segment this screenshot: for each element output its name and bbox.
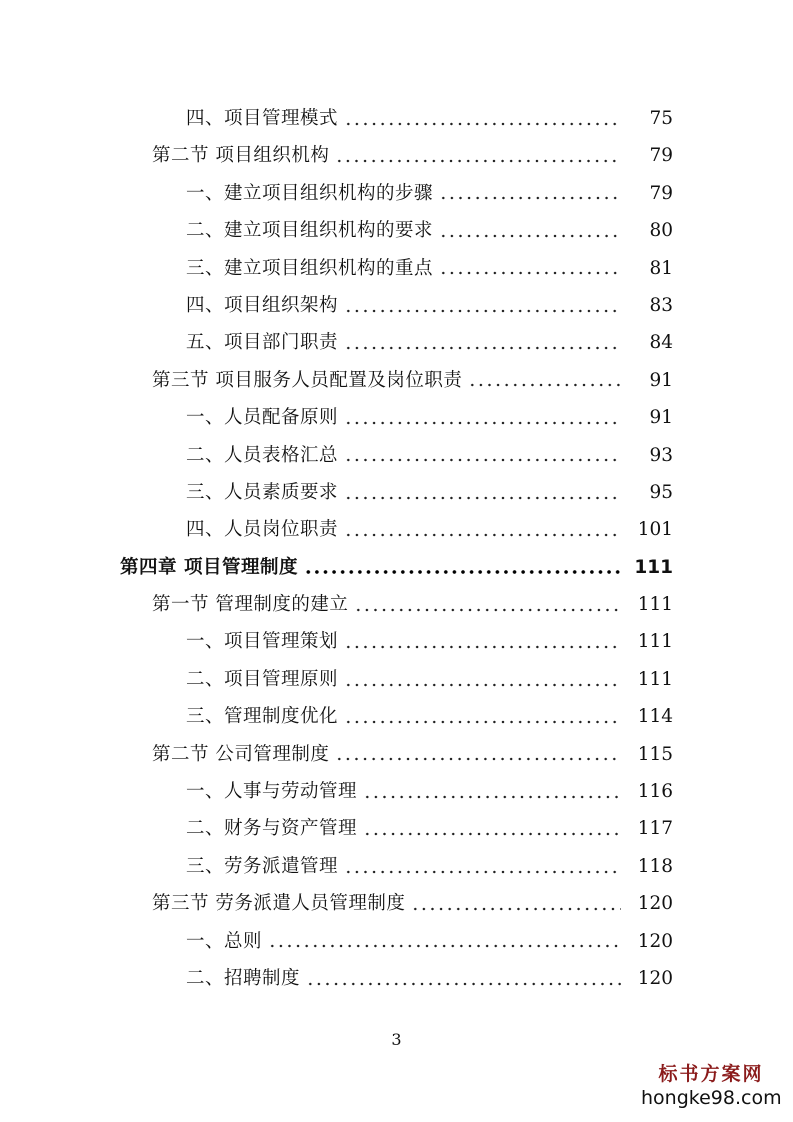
toc-item-entry[interactable] bbox=[0, 175, 793, 212]
watermark-logo bbox=[641, 1062, 781, 1110]
toc-entry-page: 117 bbox=[637, 818, 673, 840]
toc-entry-label: 一、项目管理策划 bbox=[186, 631, 339, 653]
toc-section-entry[interactable] bbox=[0, 736, 793, 773]
toc-entry-page: 101 bbox=[637, 519, 673, 541]
toc-item-entry[interactable] bbox=[0, 399, 793, 436]
toc-entry-page: 84 bbox=[649, 332, 673, 354]
toc-item-entry[interactable] bbox=[0, 923, 793, 960]
toc-item-entry[interactable] bbox=[0, 810, 793, 847]
watermark-url: hongke98.com bbox=[641, 1087, 782, 1109]
dot-leader bbox=[304, 567, 621, 577]
dot-leader bbox=[344, 642, 621, 652]
toc-entry-label: 一、总则 bbox=[186, 930, 263, 952]
toc-item-entry[interactable] bbox=[0, 848, 793, 885]
toc-entry-page: 81 bbox=[649, 257, 673, 279]
toc-entry-label: 二、建立项目组织机构的要求 bbox=[186, 220, 434, 242]
dot-leader bbox=[363, 829, 621, 839]
dot-leader bbox=[439, 231, 621, 241]
toc-entry-label: 第二节 公司管理制度 bbox=[152, 743, 330, 765]
toc-entry-page: 80 bbox=[649, 220, 673, 242]
toc-entry-label: 一、建立项目组织机构的步骤 bbox=[186, 182, 434, 204]
toc-section-entry[interactable] bbox=[0, 362, 793, 399]
toc-entry-label: 第一节 管理制度的建立 bbox=[152, 594, 349, 616]
toc-item-entry[interactable] bbox=[0, 773, 793, 810]
toc-item-entry[interactable] bbox=[0, 100, 793, 137]
dot-leader bbox=[439, 268, 621, 278]
toc-entry-label: 三、管理制度优化 bbox=[186, 706, 339, 728]
dot-leader bbox=[354, 605, 621, 615]
dot-leader bbox=[344, 418, 621, 428]
toc-entry-page: 114 bbox=[637, 706, 673, 728]
toc-entry-page: 91 bbox=[649, 369, 673, 391]
toc-item-entry[interactable] bbox=[0, 437, 793, 474]
toc-entry-label: 五、项目部门职责 bbox=[186, 332, 339, 354]
toc-entry-label: 四、人员岗位职责 bbox=[186, 519, 339, 541]
toc-entry-label: 二、项目管理原则 bbox=[186, 668, 339, 690]
dot-leader bbox=[306, 979, 621, 989]
toc-entry-page: 93 bbox=[649, 444, 673, 466]
toc-entry-label: 第四章 项目管理制度 bbox=[120, 556, 298, 578]
toc-entry-label: 四、项目管理模式 bbox=[186, 108, 339, 129]
page-number: 3 bbox=[391, 1030, 402, 1049]
toc-item-entry[interactable] bbox=[0, 250, 793, 287]
dot-leader bbox=[335, 754, 621, 764]
toc-entry-label: 二、招聘制度 bbox=[186, 967, 301, 989]
toc-entry-label: 第二节 项目组织机构 bbox=[152, 145, 330, 167]
toc-item-entry[interactable] bbox=[0, 287, 793, 324]
dot-leader bbox=[344, 867, 621, 877]
dot-leader bbox=[344, 455, 621, 465]
toc-entry-page: 116 bbox=[637, 781, 673, 803]
toc-item-entry[interactable] bbox=[0, 212, 793, 249]
toc-entry-page: 111 bbox=[637, 668, 673, 690]
toc-entry-page: 95 bbox=[649, 481, 673, 503]
toc-item-entry[interactable] bbox=[0, 661, 793, 698]
toc-item-entry[interactable] bbox=[0, 324, 793, 361]
toc-entry-page: 120 bbox=[637, 893, 673, 915]
table-of-contents bbox=[0, 100, 793, 997]
dot-leader bbox=[411, 904, 621, 914]
watermark-chinese: 标书方案网 bbox=[658, 1063, 764, 1085]
toc-entry-label: 四、项目组织架构 bbox=[186, 294, 339, 316]
toc-entry-label: 一、人事与劳动管理 bbox=[186, 781, 358, 803]
dot-leader bbox=[344, 717, 621, 727]
toc-item-entry[interactable] bbox=[0, 511, 793, 548]
toc-entry-label: 二、财务与资产管理 bbox=[186, 818, 358, 840]
toc-item-entry[interactable] bbox=[0, 960, 793, 997]
toc-entry-page: 120 bbox=[637, 967, 673, 989]
toc-entry-page: 75 bbox=[649, 108, 673, 129]
toc-entry-page: 111 bbox=[634, 556, 673, 578]
toc-chapter-entry[interactable] bbox=[0, 549, 793, 586]
toc-entry-page: 111 bbox=[637, 631, 673, 653]
toc-item-entry[interactable] bbox=[0, 623, 793, 660]
toc-entry-page: 91 bbox=[649, 407, 673, 429]
toc-entry-label: 三、人员素质要求 bbox=[186, 481, 339, 503]
toc-entry-page: 79 bbox=[649, 145, 673, 167]
dot-leader bbox=[344, 680, 621, 690]
toc-entry-page: 115 bbox=[637, 743, 673, 765]
dot-leader bbox=[344, 530, 621, 540]
toc-entry-page: 79 bbox=[649, 182, 673, 204]
toc-entry-label: 二、人员表格汇总 bbox=[186, 444, 339, 466]
dot-leader bbox=[268, 941, 621, 951]
dot-leader bbox=[439, 193, 621, 203]
toc-entry-label: 第三节 项目服务人员配置及岗位职责 bbox=[152, 369, 463, 391]
toc-entry-label: 一、人员配备原则 bbox=[186, 407, 339, 429]
dot-leader bbox=[344, 306, 621, 316]
dot-leader bbox=[344, 119, 621, 129]
toc-section-entry[interactable] bbox=[0, 586, 793, 623]
toc-entry-label: 三、建立项目组织机构的重点 bbox=[186, 257, 434, 279]
dot-leader bbox=[344, 493, 621, 503]
toc-section-entry[interactable] bbox=[0, 137, 793, 174]
dot-leader bbox=[335, 156, 621, 166]
toc-entry-page: 111 bbox=[637, 594, 673, 616]
toc-entry-page: 83 bbox=[649, 294, 673, 316]
toc-item-entry[interactable] bbox=[0, 474, 793, 511]
toc-entry-label: 第三节 劳务派遣人员管理制度 bbox=[152, 893, 406, 915]
dot-leader bbox=[344, 343, 621, 353]
toc-entry-label: 三、劳务派遣管理 bbox=[186, 855, 339, 877]
toc-item-entry[interactable] bbox=[0, 698, 793, 735]
toc-entry-page: 118 bbox=[637, 855, 673, 877]
dot-leader bbox=[363, 792, 621, 802]
toc-section-entry[interactable] bbox=[0, 885, 793, 922]
toc-entry-page: 120 bbox=[637, 930, 673, 952]
dot-leader bbox=[468, 380, 621, 390]
